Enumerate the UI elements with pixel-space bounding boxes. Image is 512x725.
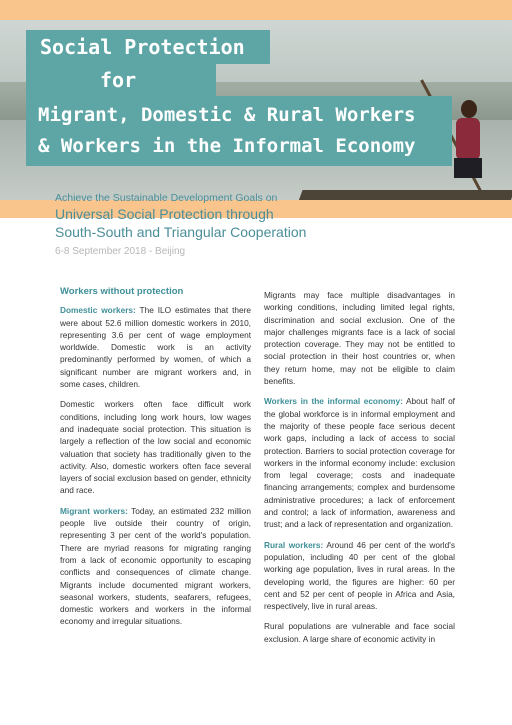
lead-informal-economy: Workers in the informal economy: [264, 396, 403, 407]
event-date: 6-8 September 2018 - Beijing [55, 246, 186, 257]
title-line-3: Migrant, Domestic & Rural Workers [38, 104, 416, 126]
title-line-1: Social Protection [26, 30, 270, 64]
subtitle-line-2: Universal Social Protection through [55, 206, 274, 222]
subtitle-line-1: Achieve the Sustainable Development Goals on [55, 192, 278, 204]
lead-migrant-workers: Migrant workers: [60, 505, 128, 516]
text-migrant-workers: Today, an estimated 232 million people live outside their country of origin, representing 3 per cent of the world's population. There are myriad reasons for migrating ranging from a lack of economic opportunity to escaping conflicts and consequences of climate change. Migrants include documented migrant workers, seasonal workers, students, seafarers, refugees, domestic workers and workers in the informal economy and irregular situations. [60, 505, 251, 627]
text-domestic-workers: The ILO estimates that there were about 52.6 million domestic workers in 2010, representing 3.6 per cent of wage employment worldwide. Domestic work is an activity predominantly performed by women, of which a significant number are migrant workers and, in some cases, children. [60, 305, 251, 390]
paragraph-rural-workers [264, 539, 455, 613]
text-rural-workers: Around 46 per cent of the world's population, including 40 per cent of the global working age population, lives in rural areas. In the developing world, the figures are higher: 60 per cent and 52 per cent of people in Africa and Asia, respectively, live in rural areas. [264, 539, 455, 612]
lead-rural-workers: Rural workers: [264, 539, 324, 550]
boatman-head [461, 100, 477, 118]
paragraph-rural-populations: Rural populations are vulnerable and face social exclusion. A large share of economic activity in [264, 621, 455, 644]
title-line-4: & Workers in the Informal Economy [38, 135, 416, 157]
title-block [26, 96, 452, 166]
left-column [60, 286, 251, 636]
boatman-legs [454, 158, 482, 178]
boatman-body [456, 118, 480, 160]
lead-domestic-workers: Domestic workers: [60, 305, 136, 316]
paragraph-domestic-workers [60, 304, 251, 390]
paragraph-domestic-conditions: Domestic workers often face difficult work conditions, including long work hours, low wages and inadequate social protection. This situation is largely a reflection of the low social and economic valuation that society has traditionally given to the activity. Also, domestic workers often face several layers of social exclusion based on gender, ethnicity and race. [60, 399, 251, 496]
title-line-2: for [26, 64, 216, 96]
paragraph-informal-economy [264, 395, 455, 530]
paragraph-migrant-workers [60, 505, 251, 628]
subtitle-line-3: South-South and Triangular Cooperation [55, 224, 307, 240]
text-informal-economy: About half of the global workforce is in informal employment and the majority of these people face serious decent work gaps, including a lack of access to social protection. Barriers to social protection coverage for workers in the informal economy include: exclusion from legal coverage; costs and inadequate financing arrangements; complex and burdensome administrative procedures; a lack of enforcement and control; a lack of information, awareness and trust; and a lack of representation and organization. [264, 396, 455, 530]
boat [297, 190, 512, 200]
paragraph-migrant-disadvantages: Migrants may face multiple disadvantages in working conditions, including limited legal rights, discrimination and social exclusion. One of the major challenges migrants face is a lack of social protection coverage. They may not be entitled to social protection in their host countries or, when they return home, may not be eligible to claim benefits. [264, 290, 455, 387]
top-orange-band [0, 0, 512, 20]
section-heading: Workers without protection [60, 286, 184, 297]
right-column [264, 289, 455, 653]
